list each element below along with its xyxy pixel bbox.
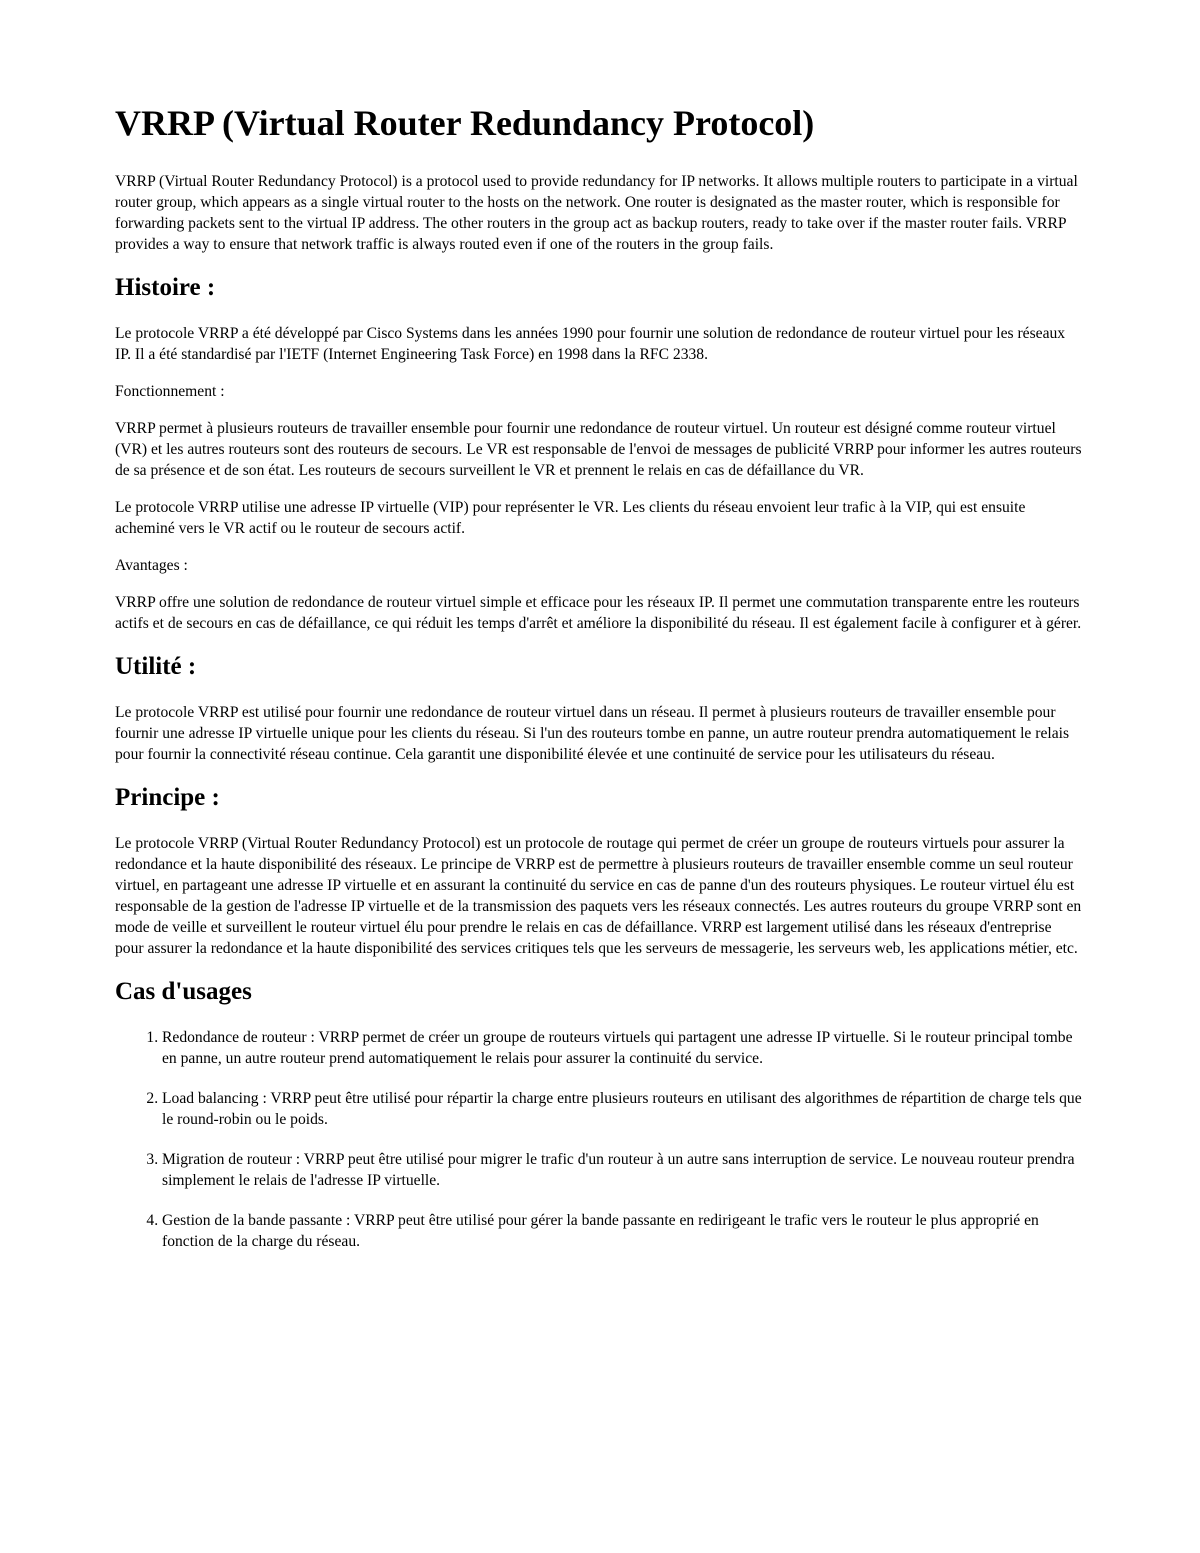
use-case-list (115, 1027, 1083, 1252)
list-item: 2. Load balancing : VRRP peut être utilisé pour répartir la charge entre plusieurs routeurs en utilisant des algorithmes de répartition de charge tels que le round-robin ou le poids. (162, 1088, 1083, 1130)
document-page (115, 102, 1083, 1271)
histoire-paragraph-4: VRRP offre une solution de redondance de routeur virtuel simple et efficace pour les réseaux IP. Il permet une commutation transparente entre les routeurs actifs et de secours en cas de défaillance, ce qui réduit les temps d'arrêt et améliore la disponibilité du réseau. Il est également facile à configurer et à gérer. (115, 594, 1082, 633)
list-item: 4. Gestion de la bande passante : VRRP peut être utilisé pour gérer la bande passante en redirigeant le trafic vers le routeur le plus approprié en fonction de la charge du réseau. (162, 1210, 1083, 1252)
page-title: VRRP (Virtual Router Redundancy Protocol) (115, 103, 815, 143)
list-item: 1. Redondance de routeur : VRRP permet de créer un groupe de routeurs virtuels qui partagent une adresse IP virtuelle. Si le routeur principal tombe en panne, un autre routeur prend automatiquement le relais pour assurer la continuité du service. (162, 1027, 1083, 1069)
list-item: 3. Migration de routeur : VRRP peut être utilisé pour migrer le trafic d'un routeur à un autre sans interruption de service. Le nouveau routeur prendra simplement le relais de l'adresse IP virtuelle. (162, 1149, 1083, 1191)
section-heading-cas-usages: Cas d'usages (115, 978, 252, 1006)
principe-paragraph: Le protocole VRRP (Virtual Router Redundancy Protocol) est un protocole de routage qui permet de créer un groupe de routeurs virtuels pour assurer la redondance et la haute disponibilité des réseaux. Le principe de VRRP est de permettre à plusieurs routeurs de travailler ensemble comme un seul routeur virtuel, en partageant une adresse IP virtuelle et en assurant la continuité du service en cas de panne d'un des routeurs physiques. Le routeur virtuel élu est responsable de la gestion de l'adresse IP virtuelle et de la transmission des paquets vers les réseaux connectés. Les autres routeurs du groupe VRRP sont en mode de veille et surveillent le routeur virtuel élu pour prendre le relais en cas de défaillance. VRRP est largement utilisé dans les réseaux d'entreprise pour assurer la redondance et la haute disponibilité des services critiques tels que les serveurs de messagerie, les serveurs web, les applications métier, etc. (115, 835, 1082, 958)
histoire-paragraph-1: Le protocole VRRP a été développé par Cisco Systems dans les années 1990 pour fournir une solution de redondance de routeur virtuel pour les réseaux IP. Il a été standardisé par l'IETF (Internet Engineering Task Force) en 1998 dans la RFC 2338. (115, 325, 1066, 364)
utilite-paragraph: Le protocole VRRP est utilisé pour fournir une redondance de routeur virtuel dans un réseau. Il permet à plusieurs routeurs de travailler ensemble pour fournir une adresse IP virtuelle unique pour les clients du réseau. Si l'un des routeurs tombe en panne, un autre routeur prendra automatiquement le relais pour fournir la connectivité réseau continue. Cela garantit une disponibilité élevée et une continuité de service pour les utilisateurs du réseau. (115, 704, 1070, 764)
avantages-label: Avantages : (115, 557, 188, 575)
fonctionnement-label: Fonctionnement : (115, 383, 225, 401)
section-heading-utilite: Utilité : (115, 653, 197, 681)
histoire-paragraph-2: VRRP permet à plusieurs routeurs de travailler ensemble pour fournir une redondance de routeur virtuel. Un routeur est désigné comme routeur virtuel (VR) et les autres routeurs sont des routeurs de secours. Le VR est responsable de l'envoi de messages de publicité VRRP pour informer les autres routeurs de sa présence et de son état. Les routeurs de secours surveillent le VR et prennent le relais en cas de défaillance du VR. (115, 420, 1082, 480)
section-heading-histoire: Histoire : (115, 274, 216, 302)
intro-paragraph: VRRP (Virtual Router Redundancy Protocol) is a protocol used to provide redundancy for IP networks. It allows multiple routers to participate in a virtual router group, which appears as a single virtual router to the hosts on the network. One router is designated as the master router, which is responsible for forwarding packets sent to the virtual IP address. The other routers in the group act as backup routers, ready to take over if the master router fails. VRRP provides a way to ensure that network traffic is always routed even if one of the routers in the group fails. (115, 173, 1078, 254)
histoire-paragraph-3: Le protocole VRRP utilise une adresse IP virtuelle (VIP) pour représenter le VR. Les clients du réseau envoient leur trafic à la VIP, qui est ensuite acheminé vers le VR actif ou le routeur de secours actif. (115, 499, 1026, 538)
section-heading-principe: Principe : (115, 784, 220, 812)
